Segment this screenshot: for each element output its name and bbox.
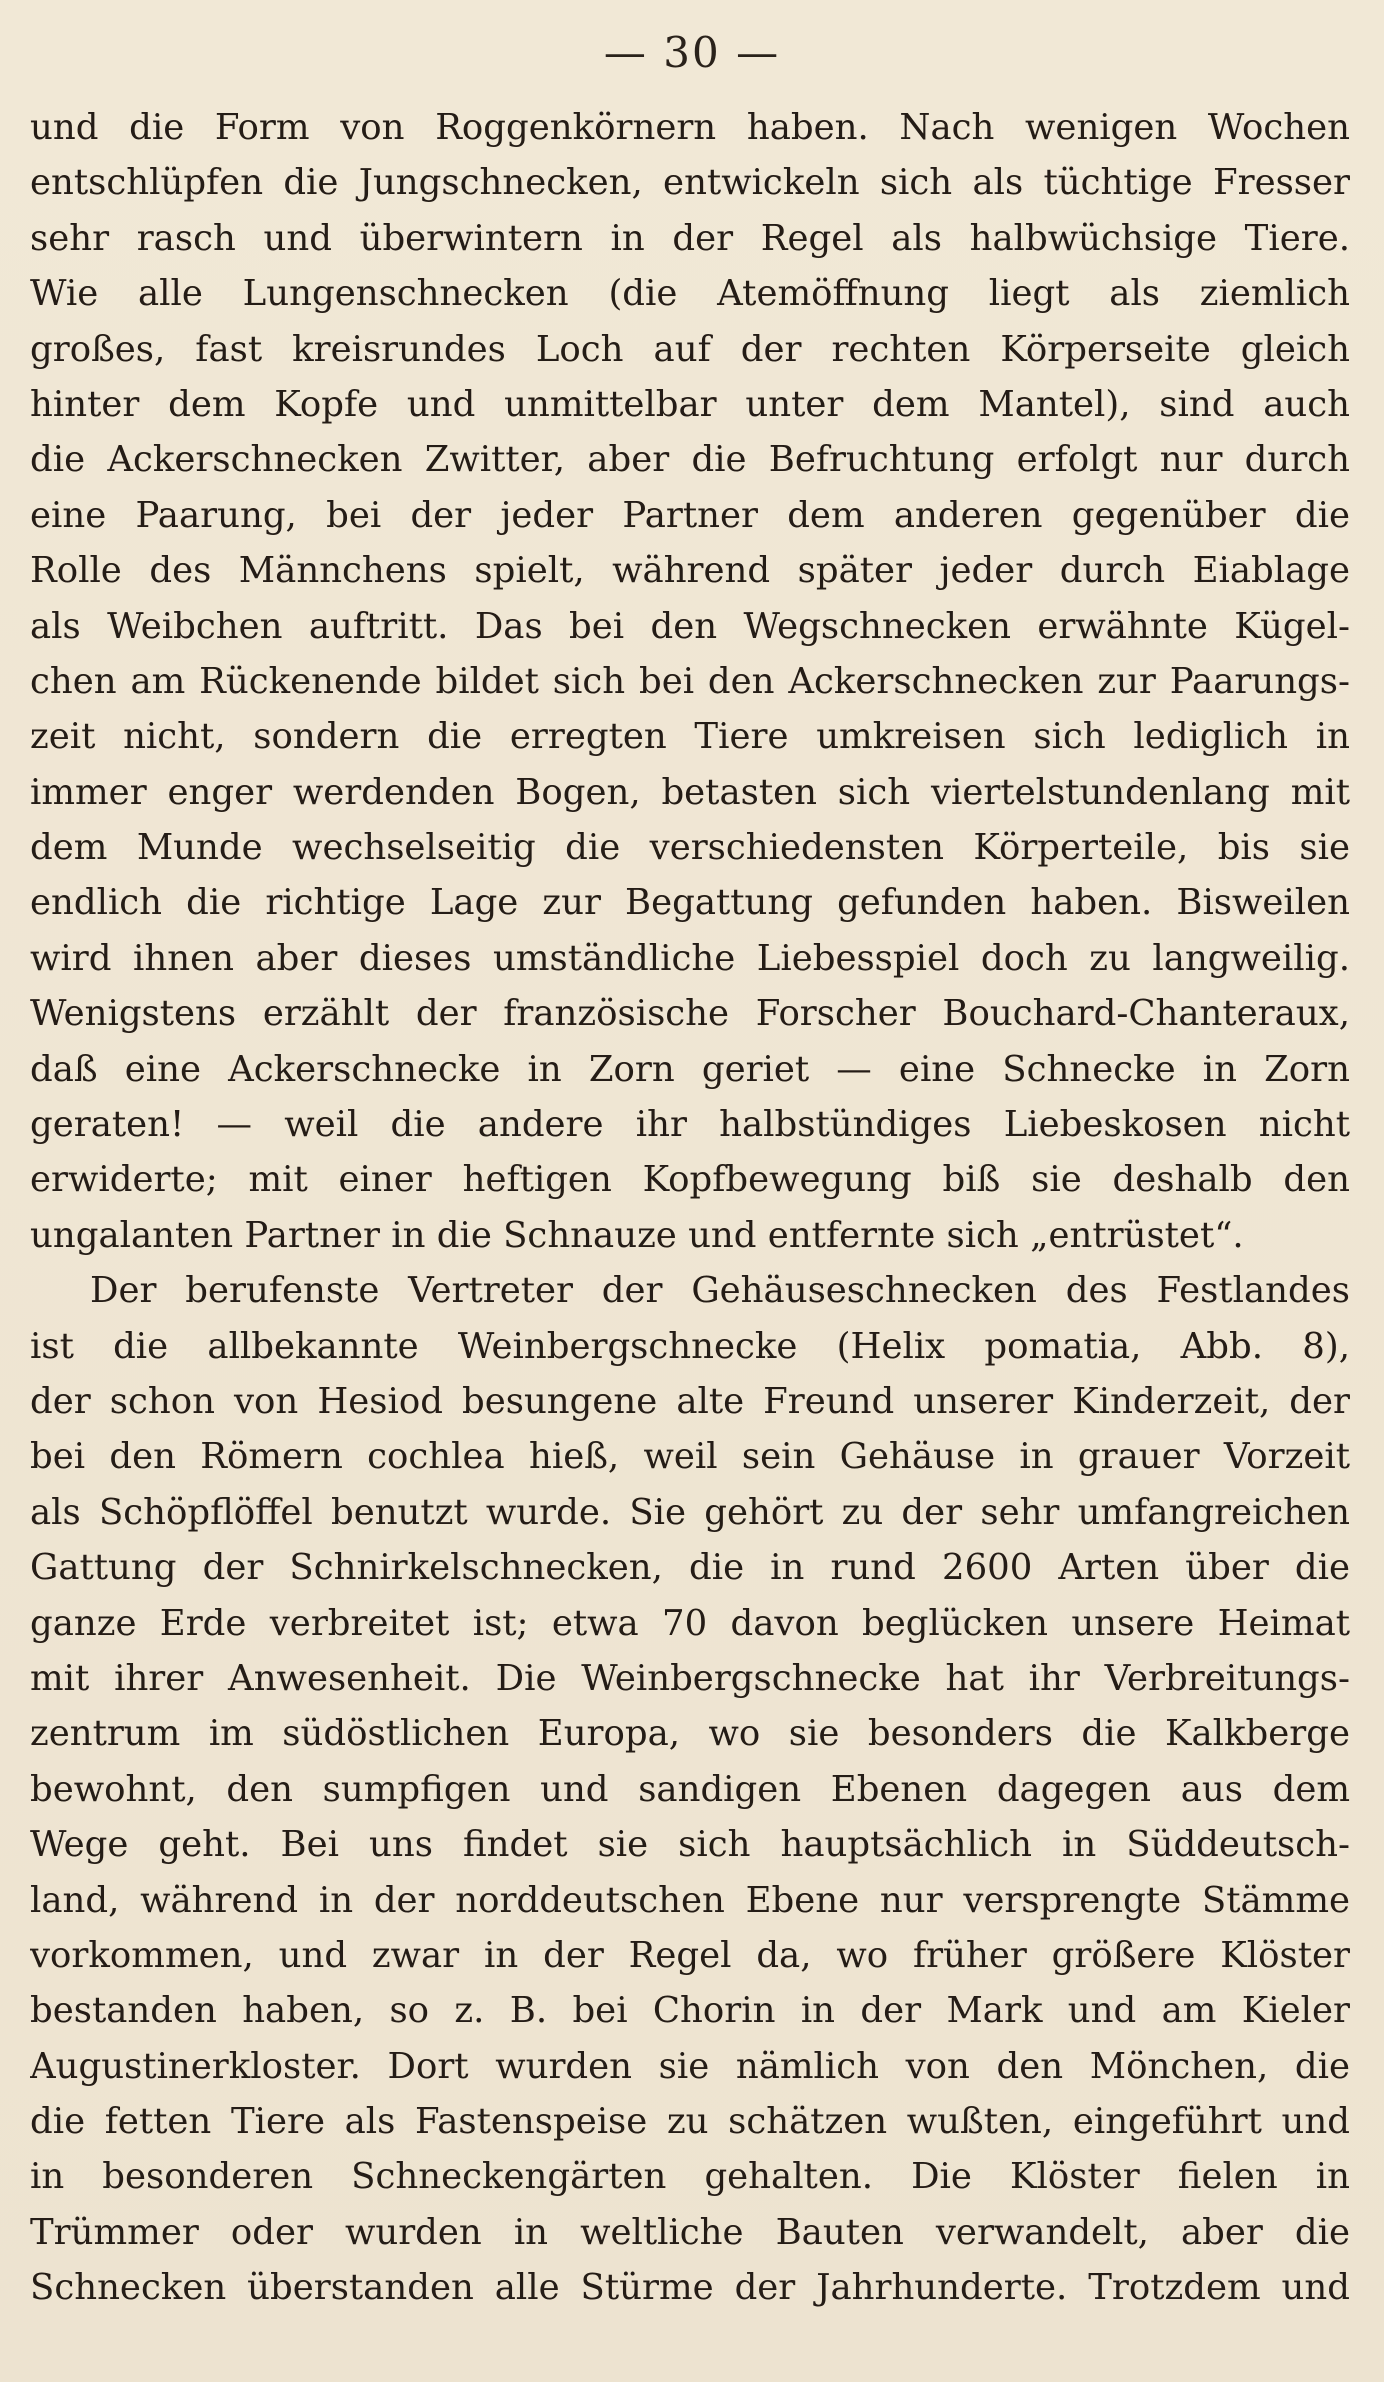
- text-line: chen am Rückenende bildet sich bei den Ackerschnecken zur Paarungs-: [30, 660, 1350, 702]
- text-line: Rolle des Männchens spielt, während später jeder durch Eiablage: [30, 550, 1350, 592]
- text-line: sehr rasch und überwintern in der Regel als halbwüchsige Tiere.: [30, 217, 1350, 259]
- text-line: land, während in der norddeutschen Ebene nur versprengte Stämme: [30, 1879, 1350, 1921]
- text-line: bewohnt, den sumpfigen und sandigen Ebenen dagegen aus dem: [30, 1768, 1350, 1810]
- text-line: ist die allbekannte Weinbergschnecke (Helix pomatia, Abb. 8),: [30, 1325, 1350, 1367]
- text-line: Augustinerkloster. Dort wurden sie nämlich von den Mönchen, die: [30, 2045, 1350, 2087]
- text-line: bestanden haben, so z. B. bei Chorin in der Mark und am Kieler: [30, 1990, 1350, 2032]
- text-line: zeit nicht, sondern die erregten Tiere umkreisen sich lediglich in: [30, 716, 1350, 758]
- text-line: bei den Römern cochlea hieß, weil sein Gehäuse in grauer Vorzeit: [30, 1436, 1350, 1478]
- text-line: vorkommen, und zwar in der Regel da, wo früher größere Klöster: [30, 1934, 1350, 1976]
- text-line: großes, fast kreisrundes Loch auf der rechten Körperseite gleich: [30, 328, 1350, 370]
- text-line: der schon von Hesiod besungene alte Freund unserer Kinderzeit, der: [30, 1380, 1350, 1422]
- text-line: entschlüpfen die Jungschnecken, entwickeln sich als tüchtige Fresser: [30, 162, 1350, 204]
- text-line: geraten! — weil die andere ihr halbstündiges Liebeskosen nicht: [30, 1104, 1350, 1146]
- paragraph-start-line: Der berufenste Vertreter der Gehäuseschnecken des Festlandes: [90, 1270, 1350, 1312]
- text-line: Wege geht. Bei uns findet sie sich hauptsächlich in Süddeutsch-: [30, 1824, 1350, 1866]
- text-line: in besonderen Schneckengärten gehalten. Die Klöster fielen in: [30, 2156, 1350, 2198]
- text-line: eine Paarung, bei der jeder Partner dem anderen gegenüber die: [30, 494, 1350, 536]
- text-line: erwiderte; mit einer heftigen Kopfbewegung biß sie deshalb den: [30, 1159, 1350, 1201]
- text-line: ganze Erde verbreitet ist; etwa 70 davon beglücken unsere Heimat: [30, 1602, 1350, 1644]
- text-line: wird ihnen aber dieses umständliche Liebesspiel doch zu langweilig.: [30, 937, 1350, 979]
- text-line: Wie alle Lungenschnecken (die Atemöffnung liegt als ziemlich: [30, 273, 1350, 315]
- text-line: endlich die richtige Lage zur Begattung gefunden haben. Bisweilen: [30, 882, 1350, 924]
- text-line: Schnecken überstanden alle Stürme der Jahrhunderte. Trotzdem und: [30, 2267, 1350, 2309]
- text-line: Gattung der Schnirkelschnecken, die in rund 2600 Arten über die: [30, 1547, 1350, 1589]
- text-line: immer enger werdenden Bogen, betasten sich viertelstundenlang mit: [30, 771, 1350, 813]
- text-line: ungalanten Partner in die Schnauze und entfernte sich „entrüstet“.: [30, 1214, 1244, 1256]
- text-line: zentrum im südöstlichen Europa, wo sie besonders die Kalkberge: [30, 1713, 1350, 1755]
- text-line: dem Munde wechselseitig die verschiedensten Körperteile, bis sie: [30, 827, 1350, 869]
- text-line: und die Form von Roggenkörnern haben. Nach wenigen Wochen: [30, 107, 1350, 148]
- text-line: Wenigstens erzählt der französische Forscher Bouchard-Chanteraux,: [30, 993, 1350, 1035]
- text-line: als Weibchen auftritt. Das bei den Wegschnecken erwähnte Kügel-: [30, 605, 1350, 647]
- text-line: hinter dem Kopfe und unmittelbar unter dem Mantel), sind auch: [30, 383, 1350, 425]
- text-line: daß eine Ackerschnecke in Zorn geriet — eine Schnecke in Zorn: [30, 1048, 1350, 1090]
- page-number: — 30 —: [603, 28, 781, 77]
- text-line: Trümmer oder wurden in weltliche Bauten verwandelt, aber die: [30, 2211, 1350, 2253]
- text-line: als Schöpflöffel benutzt wurde. Sie gehört zu der sehr umfangreichen: [30, 1491, 1350, 1533]
- text-line: mit ihrer Anwesenheit. Die Weinbergschnecke hat ihr Verbreitungs-: [30, 1657, 1350, 1699]
- text-line: die fetten Tiere als Fastenspeise zu schätzen wußten, eingeführt und: [30, 2101, 1350, 2143]
- body-text: [30, 100, 1350, 2316]
- text-line: die Ackerschnecken Zwitter, aber die Befruchtung erfolgt nur durch: [30, 439, 1350, 481]
